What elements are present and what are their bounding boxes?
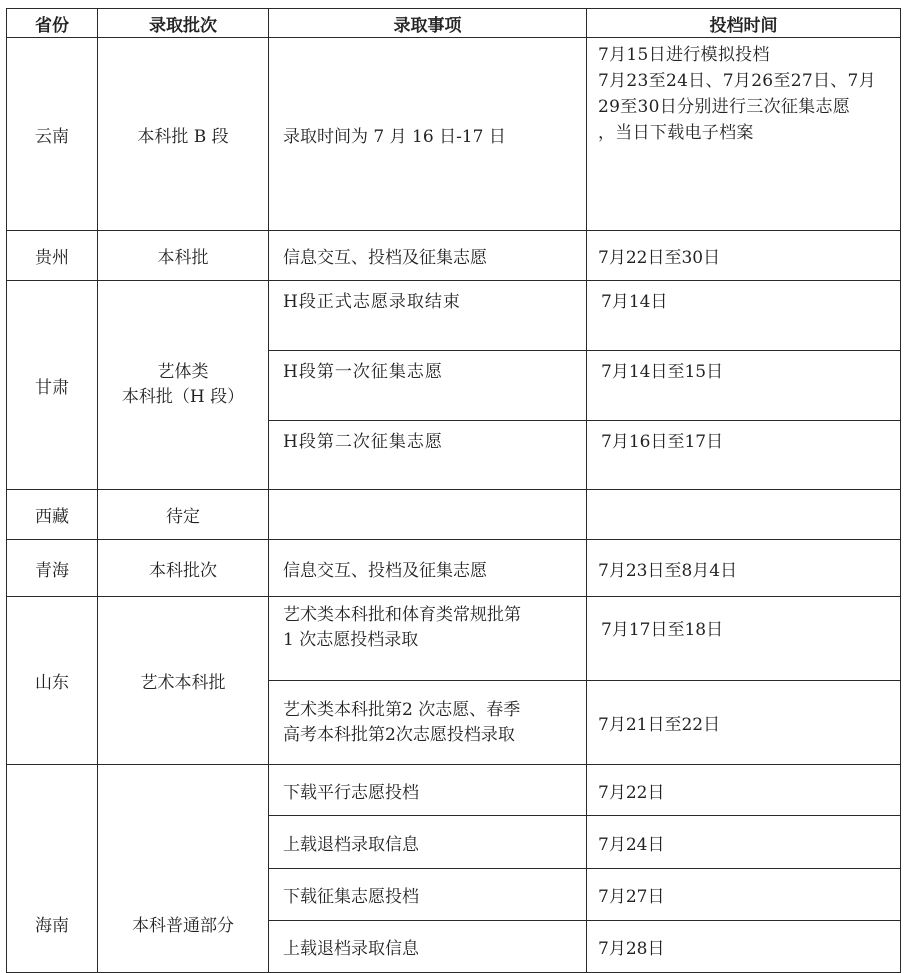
province-cell: 贵州 [7,231,98,281]
batch-cell: 本科批次 [98,540,269,597]
admission-schedule-table [6,8,901,973]
time-cell: 7月17日至18日 [587,597,901,681]
batch-cell [98,281,269,490]
province-cell: 西藏 [7,490,98,540]
batch-line: 本科批（H 段） [121,387,245,407]
batch-line: 艺体类 [157,362,209,382]
matter-cell: 上载退档录取信息 [269,921,587,973]
table-row-yunnan [7,38,901,231]
matter-line: 高考本科批第2次志愿投档录取 [283,724,515,745]
matter-cell: 下载平行志愿投档 [269,765,587,816]
matter-cell: 上载退档录取信息 [269,816,587,869]
time-cell: 7月21日至22日 [587,681,901,765]
time-cell: 7月24日 [587,816,901,869]
time-line: 7月15日进行模拟投档 [598,45,770,65]
batch-cell: 本科批 B 段 [98,38,269,231]
time-cell: 7月14日至15日 [587,351,901,421]
header-province: 省份 [7,9,98,38]
time-cell: 7月22日至30日 [587,231,901,281]
province-cell: 甘肃 [7,281,98,490]
matter-cell: 下载征集志愿投档 [269,869,587,921]
time-cell: 7月14日 [587,281,901,351]
batch-cell: 待定 [98,490,269,540]
time-line: 7月23至24日、7月26至27日、7月 [598,71,876,91]
time-line: ，当日下载电子档案 [598,123,754,143]
time-cell: 7月27日 [587,869,901,921]
time-cell: 7月22日 [587,765,901,816]
table-row-qinghai [7,540,901,597]
header-time: 投档时间 [587,9,901,38]
matter-cell [269,490,587,540]
province-cell: 云南 [7,38,98,231]
matter-cell: 录取时间为 7 月 16 日-17 日 [269,38,587,231]
table-row-guizhou [7,231,901,281]
time-cell [587,38,901,231]
matter-line: 艺术类本科批和体育类常规批第 [283,605,521,625]
time-cell: 7月23日至8月4日 [587,540,901,597]
matter-line: 艺术类本科批第2 次志愿、春季 [283,699,521,720]
province-cell: 青海 [7,540,98,597]
province-cell: 山东 [7,597,98,765]
header-row [7,9,901,38]
batch-cell: 本科批 [98,231,269,281]
matter-cell [269,597,587,681]
matter-cell: 信息交互、投档及征集志愿 [269,540,587,597]
batch-cell: 艺术本科批 [98,597,269,765]
matter-cell: H段正式志愿录取结束 [269,281,587,351]
time-cell: 7月16日至17日 [587,421,901,490]
table-row-gansu [7,281,901,351]
table-row-hainan [7,765,901,816]
province-cell: 海南 [7,765,98,973]
batch-cell: 本科普通部分 [98,765,269,973]
table-row-shandong [7,597,901,681]
time-cell: 7月28日 [587,921,901,973]
time-line: 29至30日分别进行三次征集志愿 [598,97,851,117]
matter-line: 1 次志愿投档录取 [283,630,419,650]
matter-cell: 信息交互、投档及征集志愿 [269,231,587,281]
table-row-xizang [7,490,901,540]
time-cell [587,490,901,540]
header-matter: 录取事项 [269,9,587,38]
header-batch: 录取批次 [98,9,269,38]
matter-cell: H段第一次征集志愿 [269,351,587,421]
matter-cell [269,681,587,765]
matter-cell: H段第二次征集志愿 [269,421,587,490]
